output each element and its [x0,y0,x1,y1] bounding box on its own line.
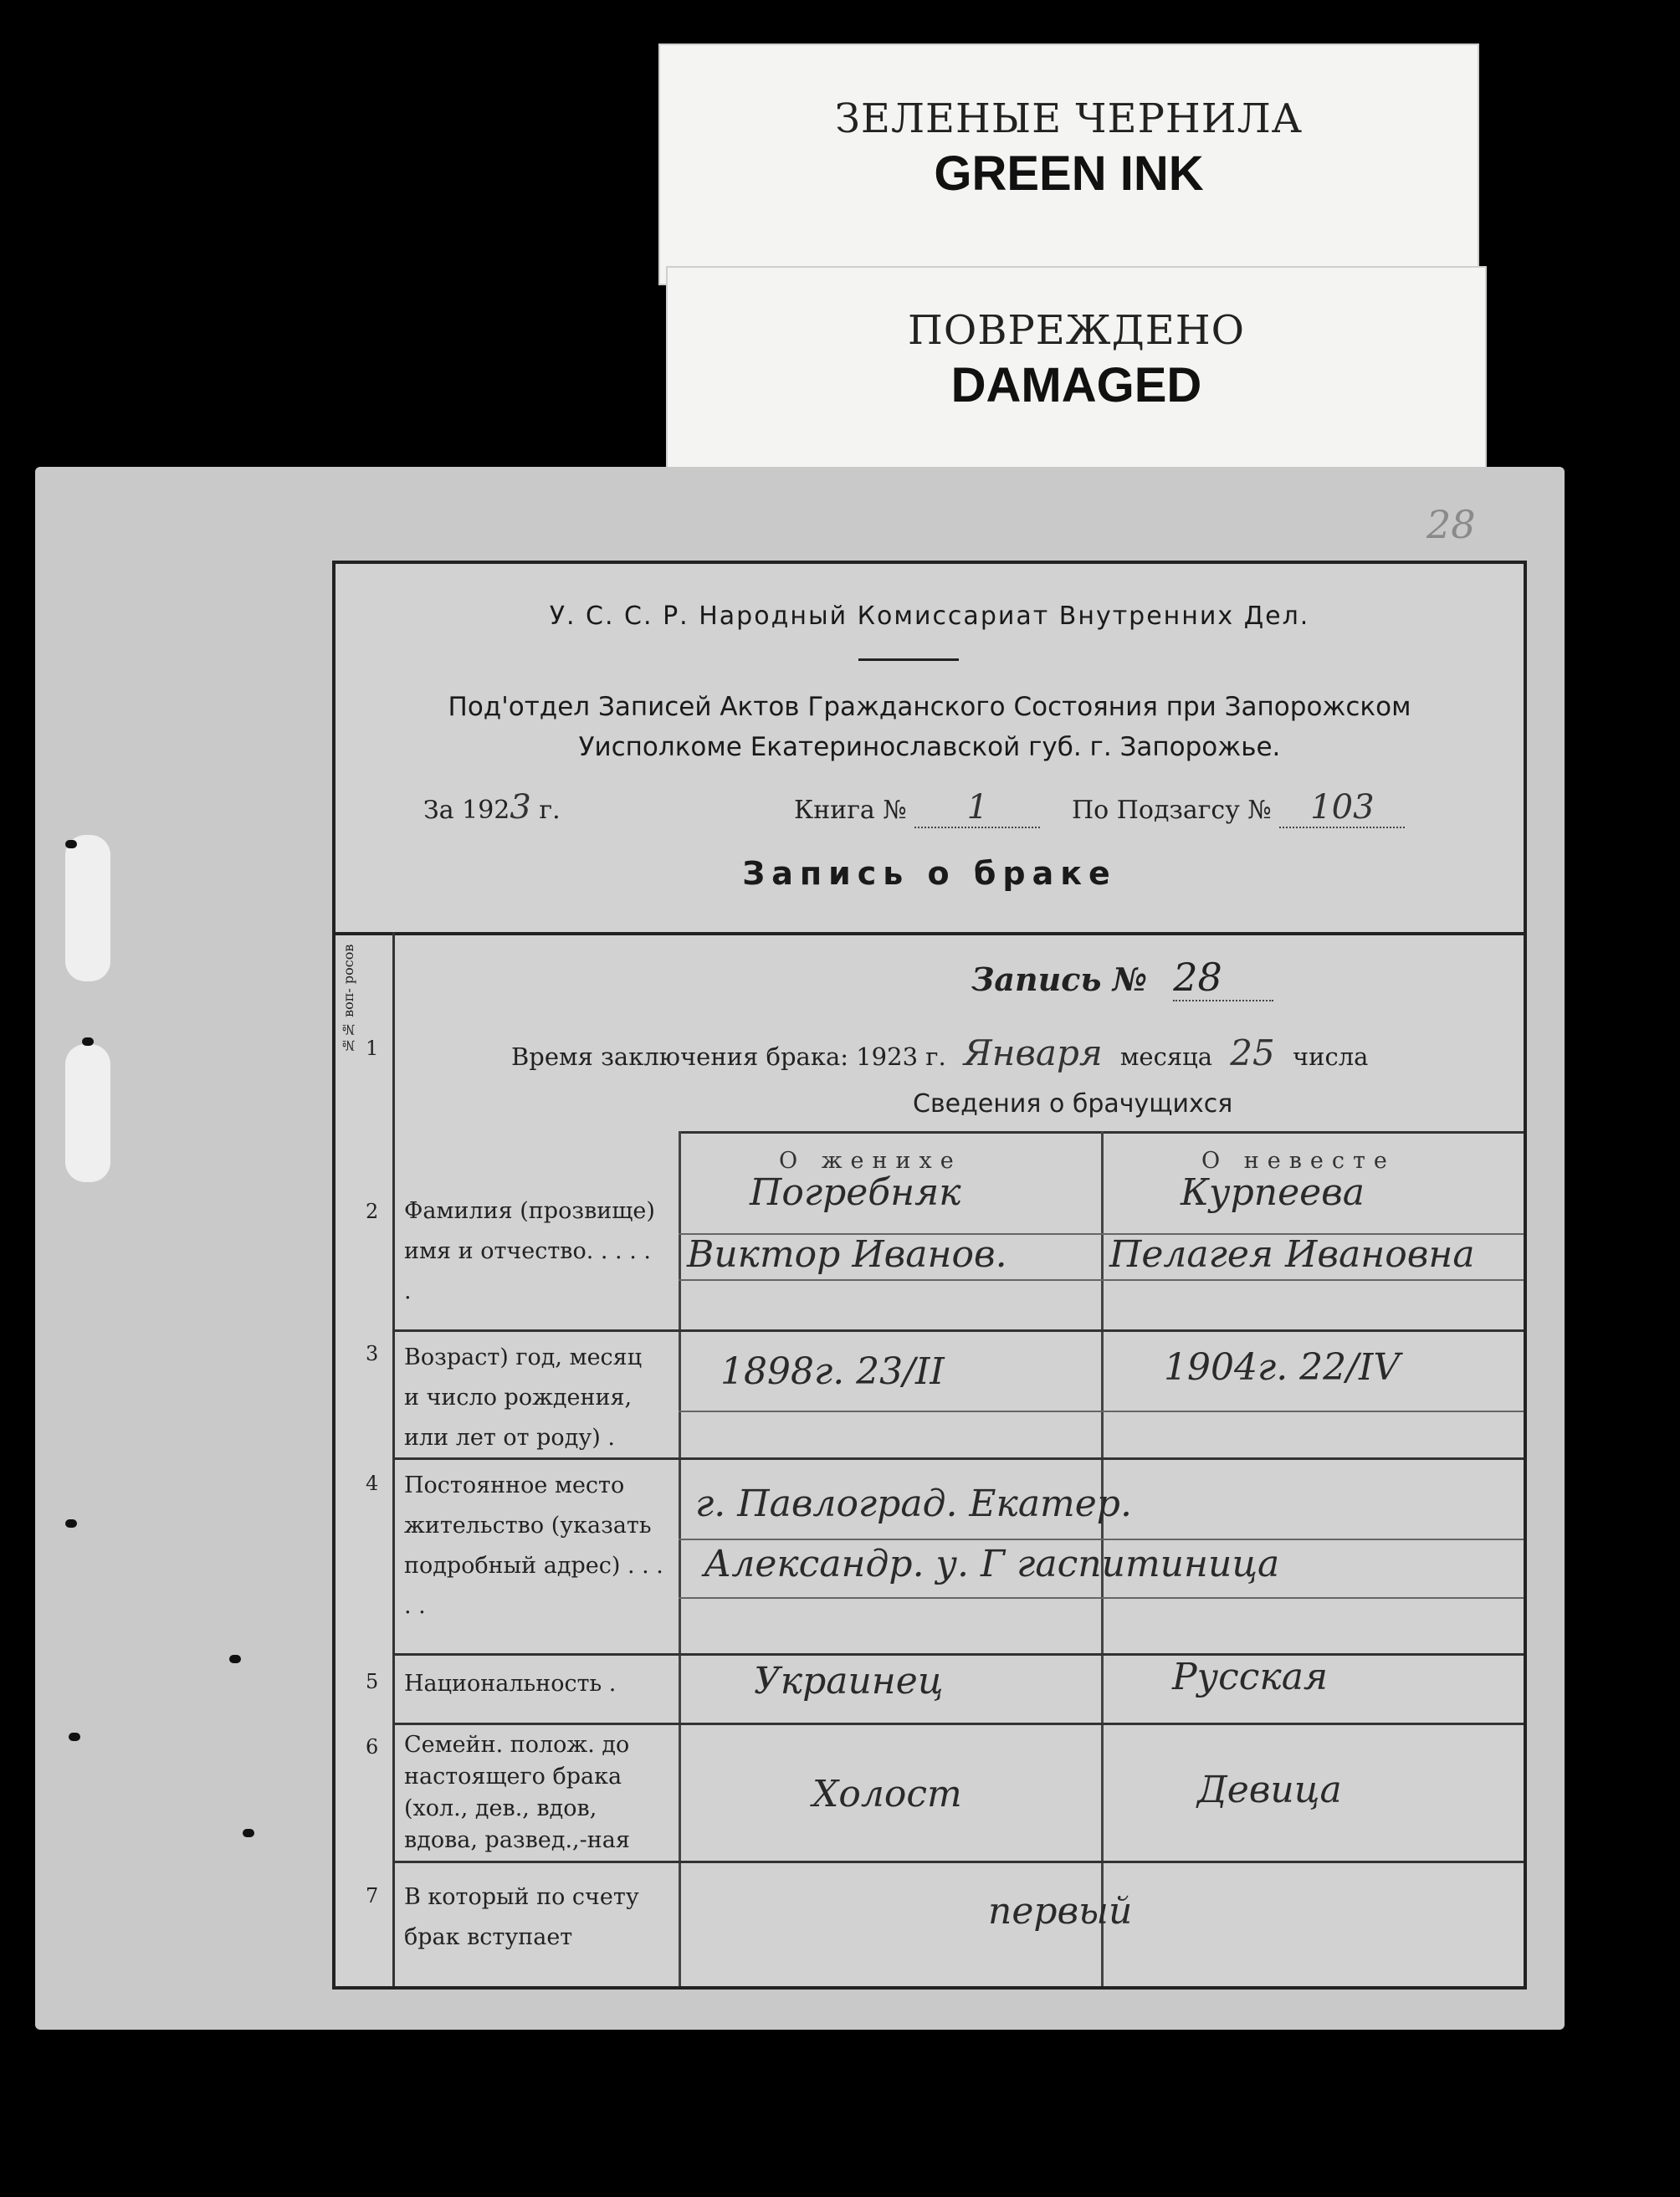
marriage-record-form [332,561,1527,1990]
header-department-line1: Под'отдел Записей Актов Гражданского Состояния при Запорожском [448,692,1411,722]
record-number [971,955,1273,1001]
groom-name: Виктор Иванов. [687,1233,1007,1276]
bride-birth: 1904г. 22/IV [1164,1346,1401,1389]
ruled-line [679,1279,1524,1281]
marriage-month-value: Января [963,1032,1103,1073]
punch-hole [65,1519,77,1528]
green-ink-label-ru: ЗЕЛЕНЫЕ ЧЕРНИЛА [835,95,1303,142]
marriage-date-row [511,1032,1368,1073]
row-number: 6 [366,1735,379,1759]
header-divider [858,658,959,661]
row-rule [392,1723,1524,1725]
row-number: 3 [366,1342,379,1365]
section-title: Сведения о брачущихся [913,1089,1233,1119]
row-number: 5 [366,1670,379,1693]
field-label-marriage-count: В который по счету брак вступает [404,1884,639,1950]
row-number: 7 [366,1884,379,1908]
ruled-line [679,1539,1524,1540]
groom-column-rule [679,1131,681,1986]
header-department-line2: Уисполкоме Екатеринославской губ. г. Запорожье. [578,732,1281,762]
field-label-residence: Постоянное место жительство (указать подробный адрес) . . . . . [404,1472,663,1619]
groom-marital-status: Холост [812,1773,962,1815]
groom-birth: 1898г. 23/II [720,1350,945,1393]
marriage-day-label: числа [1292,1042,1369,1071]
question-number-header: №№ воп- росов [341,944,356,1054]
subsection-label: По Подзагсу № [1072,796,1272,825]
marriage-count-value: первый [988,1890,1133,1933]
book-value: 1 [914,788,1040,828]
marriage-date-prefix: Время заключения брака: 1923 г. [511,1042,946,1071]
record-value: 28 [1173,955,1273,1001]
marriage-month-label: месяца [1119,1042,1213,1071]
header-department [335,687,1524,767]
groom-surname: Погребняк [750,1171,961,1214]
punch-hole [229,1655,241,1663]
row-rule [392,1653,1524,1656]
punch-hole [65,840,77,848]
book-field [794,788,1040,828]
year-value: 3 [510,788,531,827]
damaged-label-en: DAMAGED [950,358,1202,412]
subsection-value: 103 [1279,788,1405,828]
groom-nationality: Украинец [754,1660,944,1703]
bride-name: Пелагея Ивановна [1109,1233,1475,1276]
bride-column-header: О невесте [1201,1148,1396,1174]
row-number: 2 [366,1200,379,1223]
form-title: Запись о браке [742,855,1117,892]
residence-line1: г. Павлоград. Екатер. [695,1483,1132,1525]
damaged-label [666,266,1487,470]
binding-tab [65,1044,110,1182]
punch-hole [69,1733,80,1741]
field-label-birth: Возраст) год, месяц и число рождения, или лет от роду) . [404,1344,643,1451]
green-ink-label [658,44,1479,285]
year-field [423,788,561,827]
page-number: 28 [1426,502,1476,547]
groom-column-header: О женихе [779,1148,962,1174]
row-rule [392,1861,1524,1863]
field-label-marital-status: Семейн. полож. до настоящего брака (хол., дев., вдов, вдова, развед.,-ная [404,1732,630,1853]
subsection-field [1072,788,1405,828]
punch-hole [82,1037,94,1046]
row-number: 1 [366,1037,379,1060]
damaged-label-ru: ПОВРЕЖДЕНО [907,307,1246,354]
ruled-line [679,1597,1524,1599]
year-label: За 192 [423,796,510,825]
record-label: Запись № [971,960,1148,998]
marriage-day-value: 25 [1230,1032,1275,1073]
table-top-rule [335,932,1524,935]
book-label: Книга № [794,796,907,825]
row-rule [392,1329,1524,1332]
year-suffix: г. [539,796,561,825]
residence-line2: Александр. у. Г гаспитиница [704,1543,1280,1585]
green-ink-label-en: GREEN INK [934,146,1204,201]
punch-hole [243,1829,254,1837]
bride-marital-status: Девица [1197,1769,1342,1811]
bride-surname: Курпеева [1181,1171,1365,1214]
header-authority: У. С. С. Р. Народный Комиссариат Внутренних Дел. [549,602,1310,631]
field-label-nationality: Национальность . [404,1671,617,1697]
ruled-line [679,1411,1524,1412]
bride-nationality: Русская [1172,1656,1329,1698]
row-number: 4 [366,1472,379,1495]
binding-tab [65,835,110,981]
field-label-name: Фамилия (прозвище) имя и отчество. . . . . . [404,1198,655,1304]
